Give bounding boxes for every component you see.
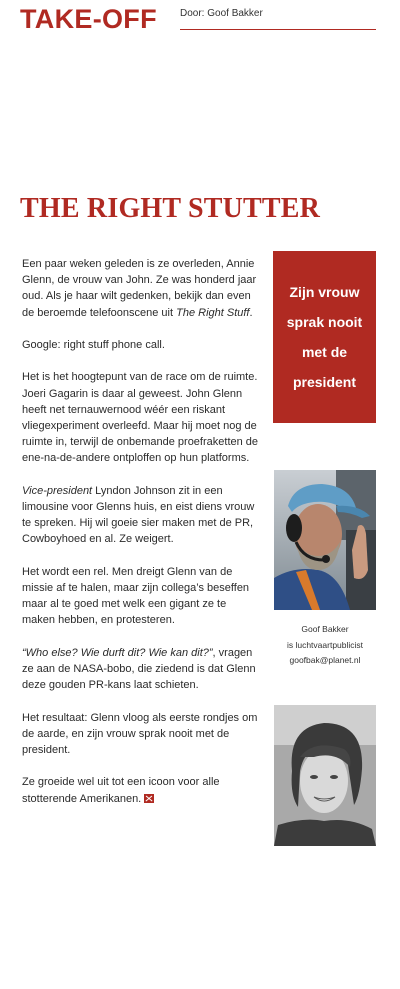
paragraph: Het is het hoogtepunt van de race om de ruimte. Joeri Gagarin is daar al geweest. John Glenn heeft net ternauwernood wéér een riskant vliegexperiment overleefd. Maar hij moet nog de ruimte in, terwijl de onbemande proefraketten de ene-na-de-andere ontploffen op hun platforms.: [22, 371, 259, 465]
author-caption: [272, 622, 378, 669]
paragraph: [22, 483, 262, 548]
end-mark-icon: [144, 794, 154, 803]
paragraph: [22, 645, 262, 694]
paragraph: Het wordt een rel. Men dreigt Glenn van de missie af te halen, maar zijn collega’s beseffen maar al te goed met welk een gigant ze te maken hebben, en protesteren.: [22, 565, 250, 627]
pull-quote: [273, 251, 376, 423]
paragraph: [22, 774, 262, 806]
header-rule: [180, 29, 376, 30]
quote-text: “Who else? Wie durft dit? Wie kan dit?”: [22, 646, 213, 659]
author-role: is luchtvaartpublicist: [286, 639, 364, 650]
paragraph-text: Lyndon Johnson zit in een limousine voor Glenns huis, en eist diens vrouw te spreken. Hij wil goeie sier maken met de PR, Cowboyhoed en al. Ze weigert.: [22, 484, 255, 546]
pull-quote-line: president: [292, 374, 356, 390]
author-email: goofbak@planet.nl: [289, 655, 361, 665]
author-photo-image: [274, 470, 376, 610]
portrait-photo-image: [274, 705, 376, 846]
paragraph: Google: right stuff phone call.: [22, 339, 165, 351]
pull-quote-line: met de: [301, 344, 348, 360]
paragraph-text: Ze groeide wel uit tot een icoon voor alle stotterende Amerikanen.: [22, 776, 220, 805]
film-title: The Right Stuff: [176, 306, 250, 319]
paragraph-text: , vragen ze aan de NASA-bobo, die ziedend is dat Glenn deze gouden PR-kans laat schieten.: [22, 646, 256, 692]
article-body: [22, 256, 262, 823]
article-title: THE RIGHT STUTTER: [20, 193, 321, 224]
pull-quote-line: Zijn vrouw: [289, 284, 360, 300]
paragraph: [22, 256, 262, 321]
author-name: Goof Bakker: [301, 624, 349, 634]
portrait-photo: [274, 705, 376, 846]
paragraph: Het resultaat: Glenn vloog als eerste rondjes om de aarde, en zijn vrouw sprak nooit met de president.: [22, 711, 258, 756]
byline: Door: Goof Bakker: [180, 8, 263, 19]
paragraph-text: Een paar weken geleden is ze overleden, Annie Glenn, de vrouw van John. Ze was honderd jaar oud. Als je haar wilt gedenken, bekijk dan even de beroemde telefoonscene uit: [22, 258, 257, 319]
emphasis-text: Vice-president: [22, 484, 93, 497]
author-photo: [274, 470, 376, 610]
pull-quote-line: sprak nooit: [286, 314, 363, 330]
section-title: TAKE-OFF: [20, 4, 157, 34]
paragraph-text: .: [249, 306, 253, 319]
